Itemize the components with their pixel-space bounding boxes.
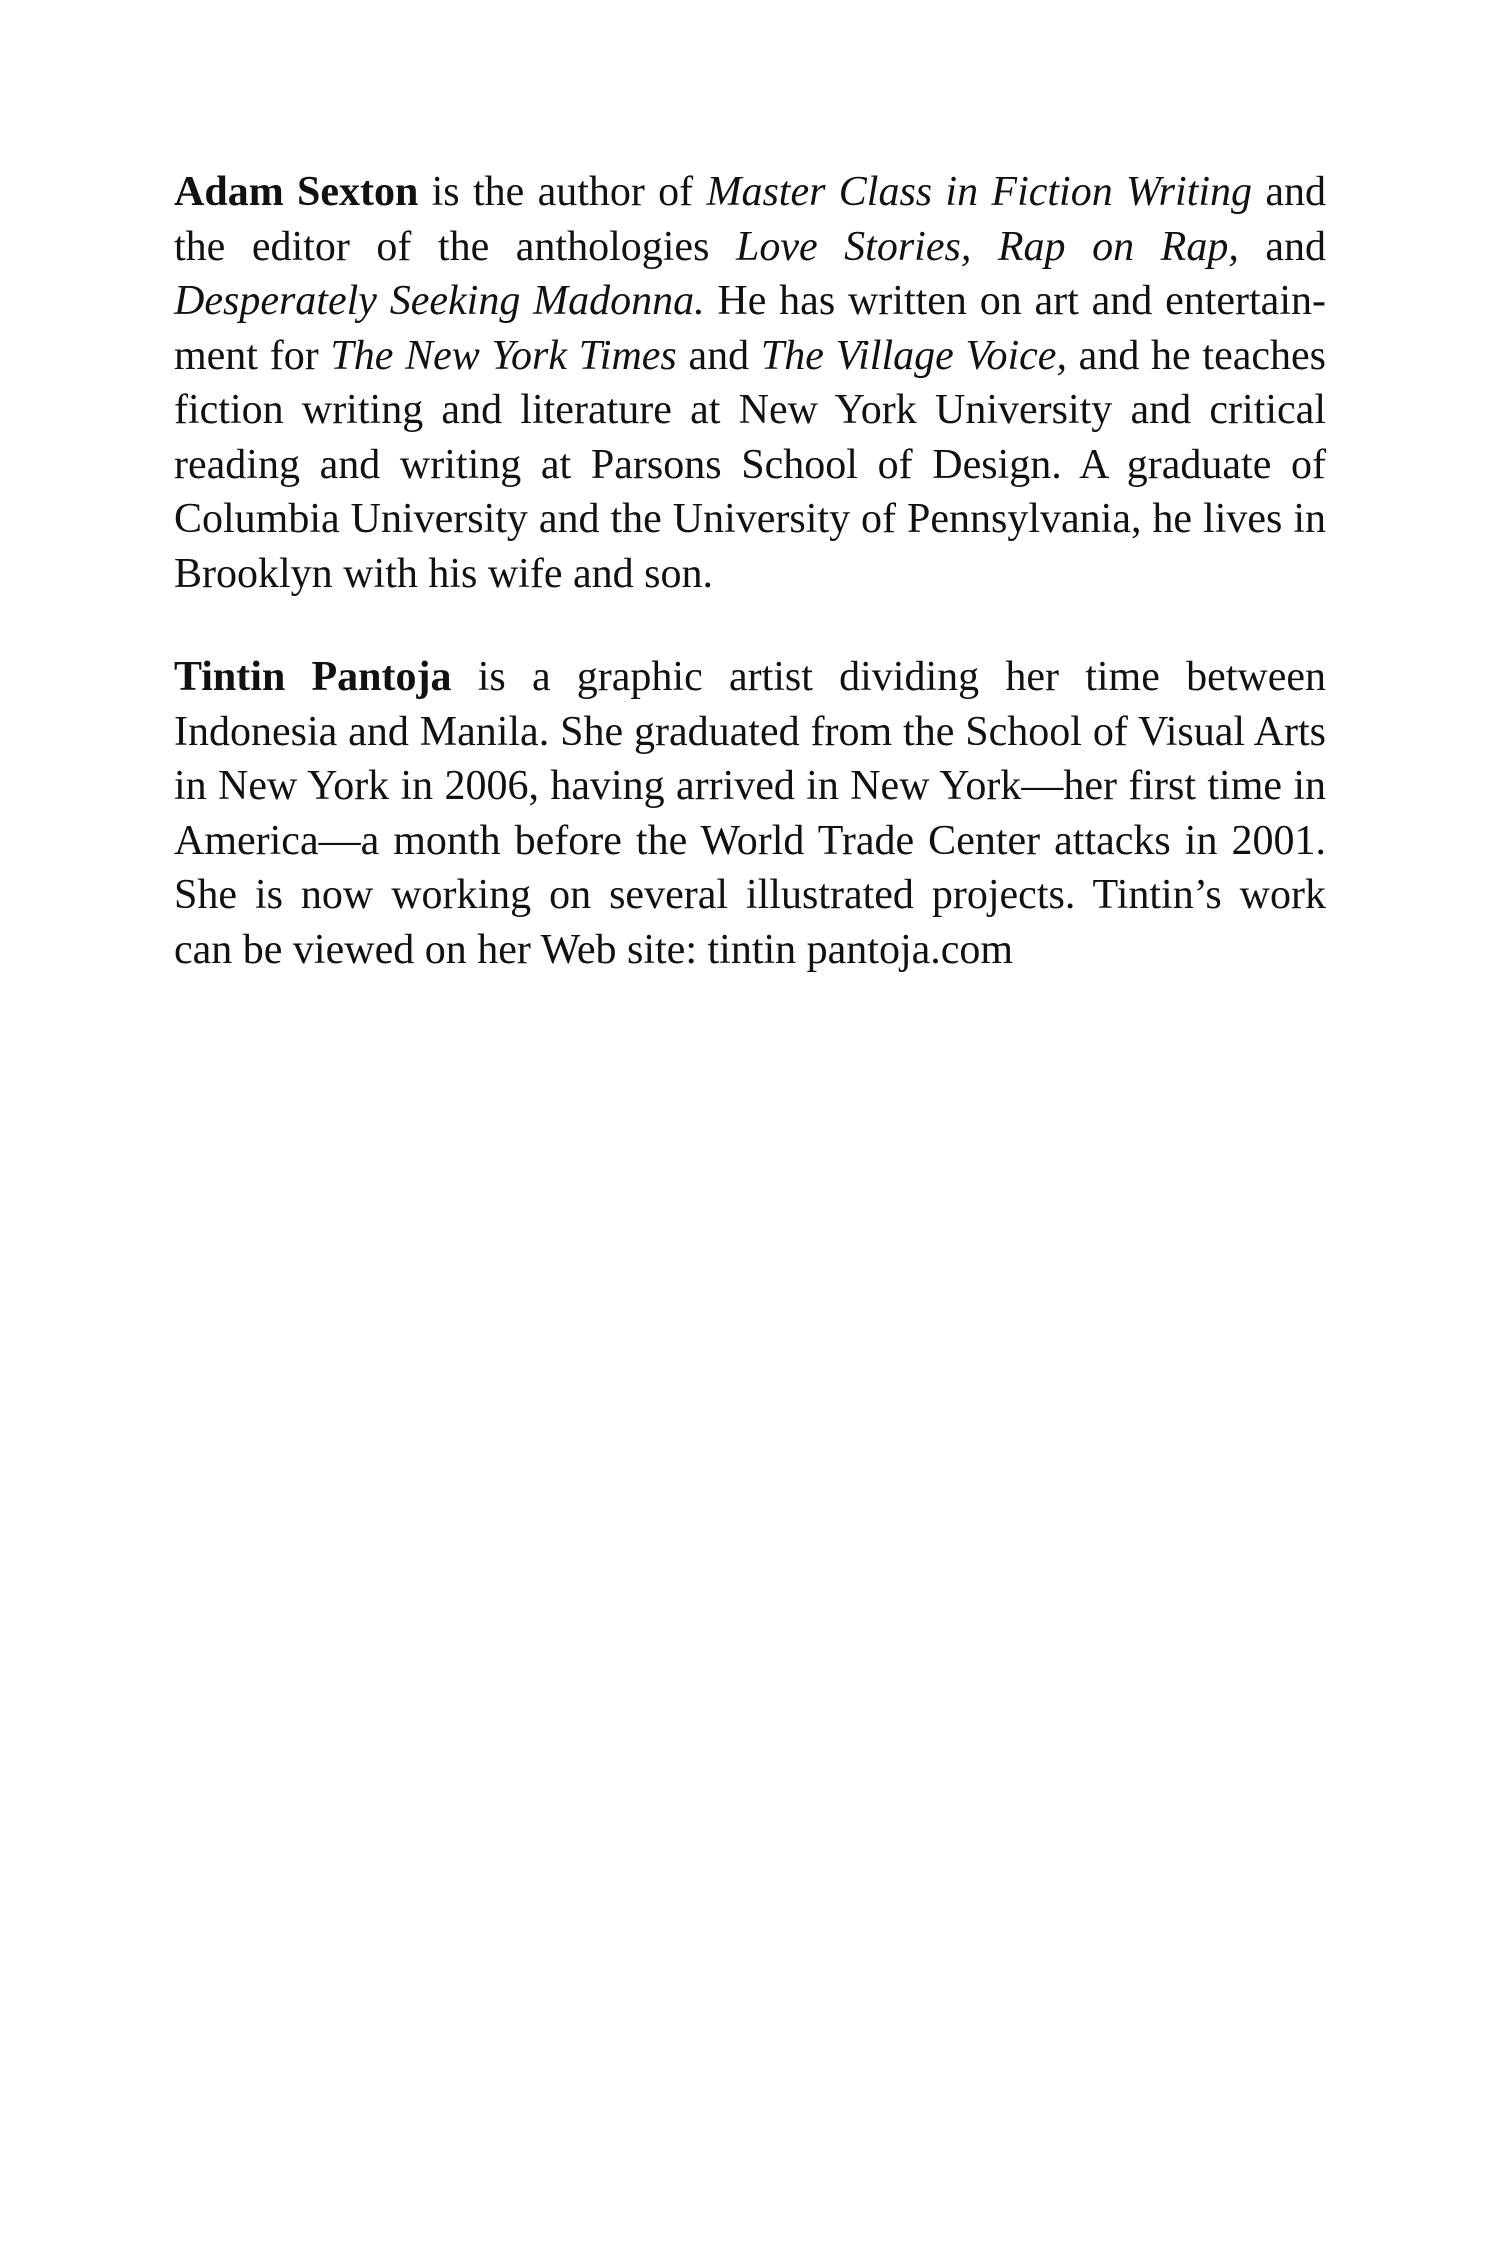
illustrator-name: Tintin Pantoja (174, 654, 452, 700)
anthology-title: Rap on Rap, (997, 223, 1239, 270)
bio-text: and (676, 332, 761, 379)
author-bio (174, 165, 1326, 601)
author-name: Adam Sexton (174, 169, 419, 215)
book-title: Master Class in Fiction Writing (706, 169, 1253, 215)
author-bio-paragraph (174, 165, 1326, 601)
bio-text (971, 224, 998, 270)
bio-text: is the author of (418, 169, 707, 215)
bio-text: and the editor of the anthologies (174, 169, 1326, 270)
bio-text: and he teaches fiction writing and literature at New York University and critical reading and writing at Parsons School of Design. A graduate of Columbia University and the University of Pennsylvania, he lives in Brooklyn with his wife and son. (174, 332, 1326, 597)
bio-text: He has written on art and entertainment for (174, 278, 1326, 379)
publication-title: The New York Times (330, 332, 677, 379)
illustrator-bio (174, 650, 1326, 977)
illustrator-bio-paragraph (174, 650, 1326, 977)
bio-text: and (1238, 223, 1327, 270)
publication-title: The Village Voice, (760, 332, 1067, 379)
anthology-title: Desperately Seeking Madonna. (174, 278, 705, 324)
bio-text: is a graphic artist dividing her time between Indonesia and Manila. She graduated from the School of Visual Arts in New York in 2006, having arrived in New York—her first time in America—a month before the World Trade Center attacks in 2001. She is now working on several illustrated projects. Tintin’s work can be viewed on her Web site: tintin pantoja.com (174, 654, 1326, 973)
anthology-title: Love Stories, (735, 223, 972, 270)
